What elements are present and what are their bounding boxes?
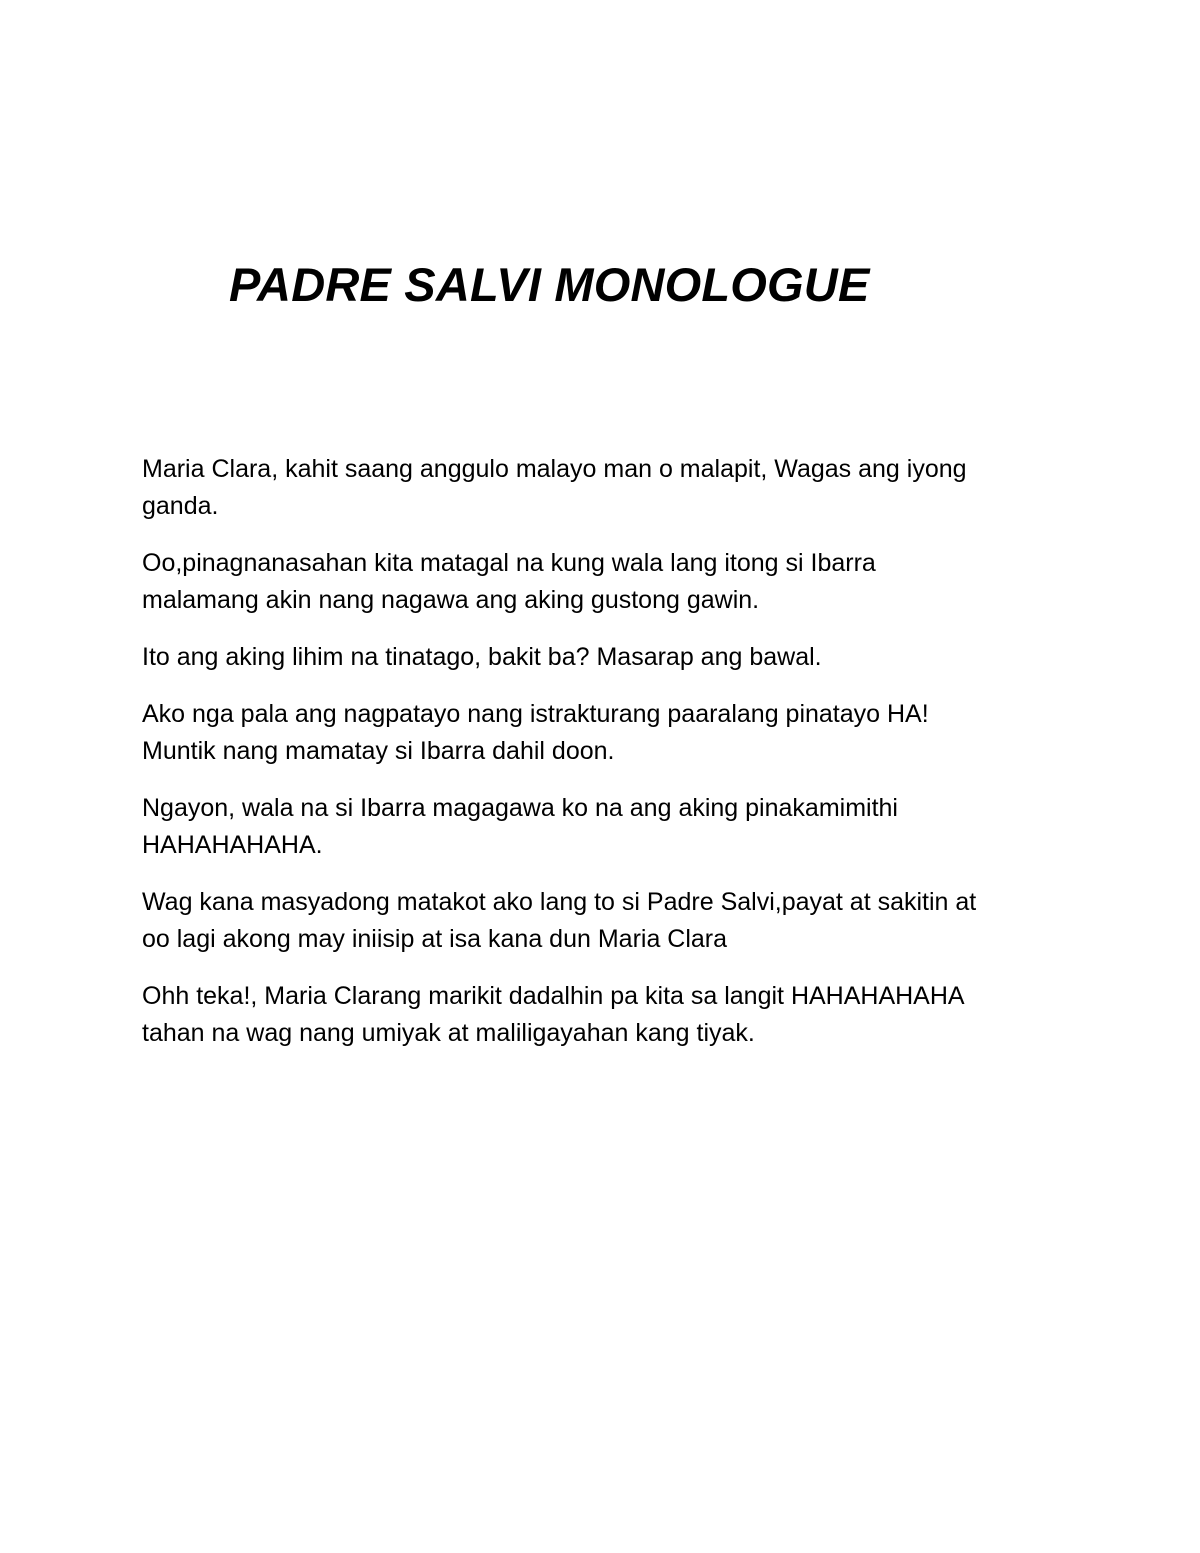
text-line: malamang akin nang nagawa ang aking gustong gawin. xyxy=(142,586,760,614)
text-line: Oo,pinagnanasahan kita matagal na kung wala lang itong si Ibarra xyxy=(142,549,876,577)
text-line: Ako nga pala ang nagpatayo nang istrakturang paaralang pinatayo HA! xyxy=(142,700,929,728)
text-line: Wag kana masyadong matakot ako lang to si Padre Salvi,payat at sakitin at xyxy=(142,888,977,916)
text-line: oo lagi akong may iniisip at isa kana dun Maria Clara xyxy=(142,925,728,953)
text-line: Ngayon, wala na si Ibarra magagawa ko na ang aking pinakamimithi xyxy=(142,794,898,822)
paragraph xyxy=(142,545,1072,619)
document-title: PADRE SALVI MONOLOGUE xyxy=(229,258,870,311)
paragraph xyxy=(142,884,1072,958)
text-line: Muntik nang mamatay si Ibarra dahil doon. xyxy=(142,737,615,765)
paragraph xyxy=(142,696,1072,770)
document-body xyxy=(142,451,1072,1072)
paragraph xyxy=(142,790,1072,864)
text-line: HAHAHAHAHA. xyxy=(142,831,323,859)
text-line: ganda. xyxy=(142,492,219,520)
text-line: Ohh teka!, Maria Clarang marikit dadalhin pa kita sa langit HAHAHAHAHA xyxy=(142,982,965,1010)
text-line: Maria Clara, kahit saang anggulo malayo man o malapit, Wagas ang iyong xyxy=(142,455,967,483)
paragraph xyxy=(142,978,1072,1052)
paragraph xyxy=(142,451,1072,525)
text-line: Ito ang aking lihim na tinatago, bakit ba? Masarap ang bawal. xyxy=(142,643,822,671)
text-line: tahan na wag nang umiyak at maliligayahan kang tiyak. xyxy=(142,1019,755,1047)
paragraph xyxy=(142,639,1072,676)
